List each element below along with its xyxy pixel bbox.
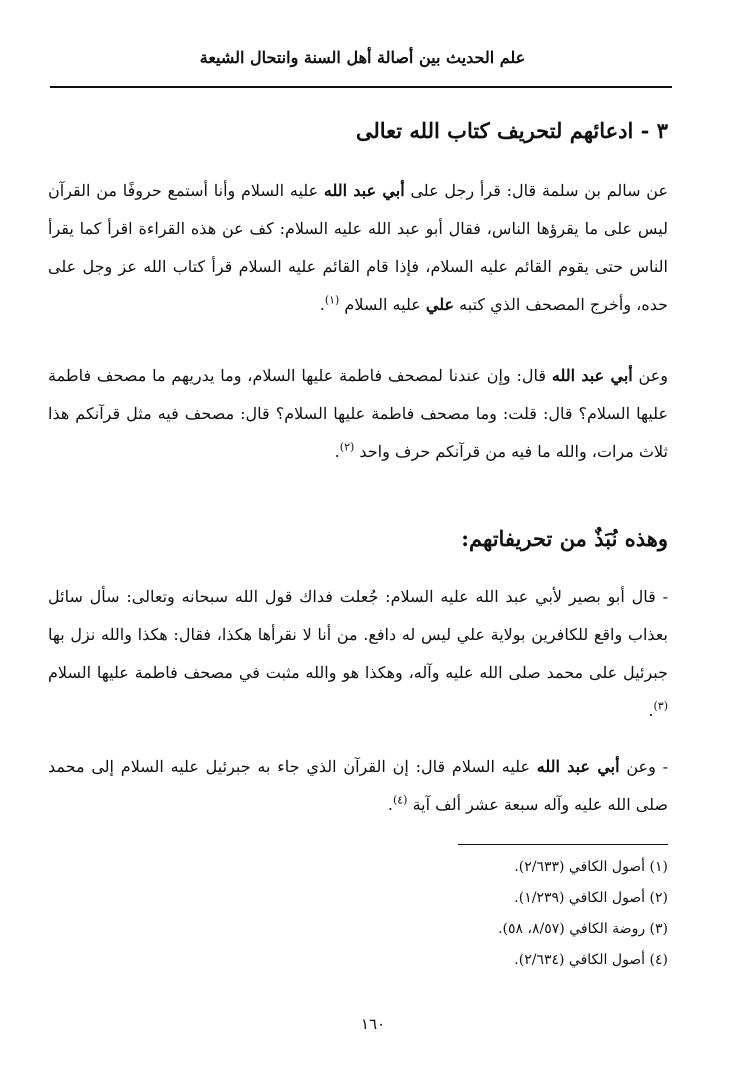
footnote-ref-1: (١) [324,293,340,307]
paragraph-seventeen-thousand-ayat [48,748,668,824]
footnotes-list [348,852,668,976]
para4-text-1: - وعن [619,757,669,776]
paragraph-salim-bin-salama [48,172,668,324]
page-number: ١٦٠ [360,1015,386,1033]
footnote-ref-2: (٢) [339,440,355,454]
para1-text-1: عن سالم بن سلمة قال: قرأ رجل على [404,181,669,200]
footnote-ref-3: (٣) [653,699,668,713]
header-rule [50,86,672,88]
para1-end: . [319,295,325,314]
para1-bold-ali: علي [425,295,455,314]
footnote-3: (٣) روضة الكافي (٨/٥٧، ٥٨). [498,921,668,937]
footnote-1: (١) أصول الكافي (٢/٦٣٣). [514,859,668,875]
para2-bold-abu-abdullah: أبي عبد الله [551,366,633,385]
para4-text-2: عليه السلام قال: إن القرآن الذي جاء به جبرئيل عليه السلام إلى محمد صلى الله عليه وآله سبعة عشر ألف آية [48,757,668,814]
footnote-2: (٢) أصول الكافي (١/٢٣٩). [514,890,668,906]
para2-text-2: قال: وإن عندنا لمصحف فاطمة عليها السلام، وما يدريهم ما مصحف فاطمة عليها السلام؟ قال: قلت: وما مصحف فاطمة عليها السلام؟ قال: مصحف فيه مثل قرآنكم هذا ثلاث مرات، والله ما فيه من قرآنكم حرف واحد [48,366,668,461]
para2-end: . [334,442,340,461]
section-heading-tahrif: ٣ - ادعائهم لتحريف كتاب الله تعالى [355,118,668,143]
para4-end: . [387,795,393,814]
para1-text-3: عليه السلام [344,295,426,314]
running-header: علم الحديث بين أصالة أهل السنة وانتحال الشيعة [199,48,526,67]
section-heading-examples: وهذه نُبَذٌ من تحريفاتهم: [461,526,668,551]
footnote-4: (٤) أصول الكافي (٢/٦٣٤). [514,952,668,968]
para2-text-1: وعن [632,366,669,385]
para1-bold-abu-abdullah: أبي عبد الله [323,181,405,200]
footnote-rule [458,844,668,845]
para3-end: . [648,701,654,720]
paragraph-mushaf-fatima [48,357,668,471]
paragraph-abu-basir [48,578,668,730]
para4-bold-abu-abdullah: أبي عبد الله [536,757,620,776]
para1-text-2: عليه السلام وأنا أستمع حروفًا من القرآن ليس على ما يقرؤها الناس، فقال أبو عبد الله عليه السلام: كف عن هذه القراءة اقرأ كما يقرأ الناس حتى يقوم القائم عليه السلام، فإذا قام القائم عليه السلام قرأ كتاب الله عز وجل على حده، وأخرج المصحف الذي كتبه [48,181,669,314]
footnote-ref-4: (٤) [392,793,408,807]
para3-text-1: - قال أبو بصير لأبي عبد الله عليه السلام: جُعلت فداك قول الله سبحانه وتعالى: سأل سائل بعذاب واقع للكافرين بولاية علي ليس له دافع. من أنا لا نقرأها هكذا، فقال: هكذا والله نزل بها جبرئيل على محمد صلى الله عليه وآله، وهكذا هو والله مثبت في مصحف فاطمة عليها السلام [48,587,668,682]
